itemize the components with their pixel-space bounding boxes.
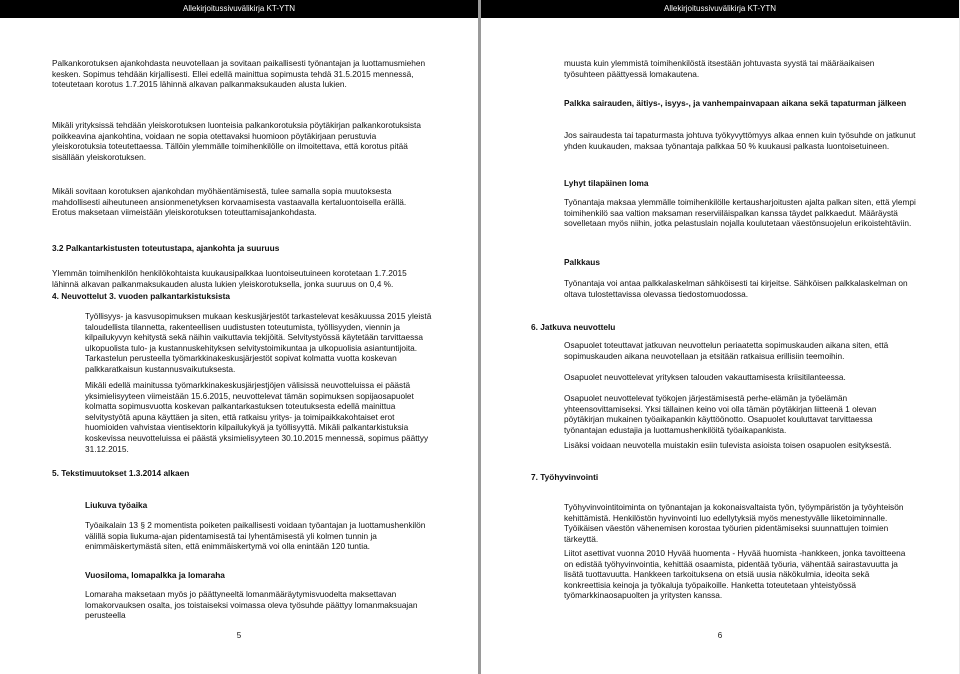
paragraph: Liitot asettivat vuonna 2010 Hyvää huomenta - Hyvää huomista -hankkeen, jonka tavoitteena on edistää työhyvinvointia, kehittää osaamista, pidentää työuria, vähentää sairastavuutta ja lisätä tuottavuutta. Hankkeen tarkoituksena on etsiä uusia näkökulmia, ideoita sekä konkreettisia keinoja ja työkaluja työpaikoille. Hanketta toteutetaan yhteistyössä työmarkkinaosapuolten ja yritysten kanssa. xyxy=(564,548,906,601)
paragraph: Työhyvinvointitoiminta on työnantajan ja kokonaisvaltaista työn, työympäristön ja työyhteisön kehittämistä. Henkilöstön hyvinvointi luo edellytyksiä myös menestyvälle liiketoiminnalle. Työikäisen väestön vähenemisen korostaa työurien pidentämiseksi suunnattujen toimien tärkeyttä. xyxy=(564,502,904,544)
subheading: Palkkaus xyxy=(564,257,600,267)
paragraph: Työaikalain 13 § 2 momentista poiketen paikallisesti voidaan työantajan ja luottamushenkilön välillä sopia liukuma-ajan pidentamisestä tai lyhentämisestä yli kolmen tunnin ja enimmäiskertymästä siten, että enimmäiskertymä voi olla enintään 120 tuntia. xyxy=(85,520,426,552)
section-heading: 5. Tekstimuutokset 1.3.2014 alkaen xyxy=(52,468,190,478)
paragraph: Palkankorotuksen ajankohdasta neuvotellaan ja sovitaan paikallisesti työnantajan ja luottamusmiehen kesken. Sopimus tehdään kirjallisesti. Ellei edellä mainittua sopimusta tehdä 31.5.2015 mennessä, toteutetaan korotus 1.7.2015 lähinnä alkavan palkanmaksukauden alusta lukien. xyxy=(52,58,426,90)
signature-banner: Allekirjoitussivuvälikirja KT-YTN xyxy=(0,0,478,18)
page-number: 5 xyxy=(236,631,242,640)
subheading: Lyhyt tilapäinen loma xyxy=(564,178,649,188)
paragraph: Mikäli sovitaan korotuksen ajankohdan myöhäentämisestä, tulee samalla sopia muutoksesta mahdollisesti aiheutuneen ansionmenetyksen korvaamisesta vastaavalla kertaluontoisella erällä. Erotus maksetaan viimeistään yleiskorotuksen toteuttamisajankohdasta. xyxy=(52,186,407,218)
page-left xyxy=(0,0,478,674)
paragraph: Osapuolet toteuttavat jatkuvan neuvottelun periaatetta sopimuskauden aikana siten, että sopimuskauden aikana neuvotellaan ja etsitään ratkaisua erillisiin teemoihin. xyxy=(564,340,889,361)
section-heading: 6. Jatkuva neuvottelu xyxy=(531,322,616,332)
page-right xyxy=(481,0,959,674)
paragraph: Mikäli edellä mainitussa työmarkkinakeskusjärjestjöjen välisissä neuvotteluissa ei päästä yksimielisyyteen viimeistään 15.6.2015, neuvottelevat tämän sopimuksen sopijaosapuolet kolmatta sopimusvuotta koskevan palkantarkastuksen toteutuksesta edellä mainittua selvitystyötä apuna käyttäen ja siten, että ratkaisu yritys- ja toimipaikkakohtaiset erot huomioiden vahvistaa vientisektorin kilpailukykyä ja työllisyyttä. Mikäli palkantarkistuksia koskevissa neuvotteluissa ei päästä yksimielisyyteen 30.10.2015 mennessä, sopimus päättyy 31.12.2015. xyxy=(85,380,429,454)
subheading: Palkka sairauden, äitiys-, isyys-, ja vanhempainvapaan aikana sekä tapaturman jälkeen xyxy=(564,98,907,108)
paragraph: Osapuolet neuvottelevat työkojen järjestämisestä perhe-elämän ja työelämän yhteensovittamiseksi. Yksi tällainen keino voi olla tämän pöytäkirjan liitteenä 1 olevan pöytäkirjan mukainen työaikapankin käyttöönotto. Osapuolet kouluttavat tarvittaessa työnantajan edustajia ja luottamushenkilöitä työaikapankista. xyxy=(564,393,877,435)
section-heading: 7. Työhyvinvointi xyxy=(531,472,599,482)
paragraph: Jos sairaudesta tai tapaturmasta johtuva työkyvyttömyys alkaa ennen kuin työsuhde on jatkunut yhden kuukauden, maksaa työnantaja palkkaa 50 % kuukausi palkasta luontoisetuineen. xyxy=(564,130,916,151)
paragraph: Työnantaja maksaa ylemmälle toimihenkilölle kertausharjoitusten ajalta palkan siten, että ylempi toimihenkilö saa valtion maksaman reserviiläispalkan kanssa täydet palkkaedut. Määräystä sovelletaan myös niihin, jotka pelastuslain nojalla koulutetaan väestönsuojelun erikoistehtäviin. xyxy=(564,197,916,229)
paragraph: Mikäli yrityksissä tehdään yleiskorotuksen luonteisia palkankorotuksia pöytäkirjan palkankorotuksista poikkeavina ajankohtina, voidaan ne sopia otettavaksi huomioon pöytäkirjaan perustuvia yleiskorotuksia toteutettaessa. Tällöin ylemmälle toimihenkilölle on ilmoitettava, että korotus pitää sisällään yleiskorotuksen. xyxy=(52,120,421,162)
paragraph: Osapuolet neuvottelevat yrityksen talouden vakauttamisesta kriisitilanteessa. xyxy=(564,372,846,382)
paragraph: Ylemmän toimihenkilön henkilökohtaista kuukausipalkkaa luontoiseutuineen korotetaan 1.7.2015 lähinnä alkavan palkanmaksukauden alusta lukien yleiskorotuksella, jonka suuruus on 0,4 %. xyxy=(52,268,407,289)
paragraph: muusta kuin ylemmistä toimihenkilöstä itsestään johtuvasta syystä tai määräaikaisen työsuhteen päättyessä lomakautena. xyxy=(564,58,875,79)
subheading: Vuosiloma, lomapalkka ja lomaraha xyxy=(85,570,225,580)
paragraph: Lisäksi voidaan neuvotella muistakin esiin tulevista asioista toisen osapuolen esityksestä. xyxy=(564,440,892,450)
page-number: 6 xyxy=(717,631,723,640)
paragraph: Lomaraha maksetaan myös jo päättyneeltä lomanmääräytymisvuodelta maksettavan lomakorvauksen osalta, jos toistaiseksi voimassa oleva työsuhde päättyy lomanmaksuajan perusteella xyxy=(85,589,418,621)
paragraph: Työllisyys- ja kasvusopimuksen mukaan keskusjärjestöt tarkastelevat kesäkuussa 2015 yleistä taloudellista tilannetta, rakenteellisen uudistusten toteutumista, työllisyyden, viennin ja kilpailukyvyn kehitystä sekä näihin vaikuttavia tekijöitä. Selvitystyössä käytetään tarvittaessa ulkopuolista tulo- ja kustannuskehityksen selvitystoimikuntaa ja ulkopuolisia asiantuntijoita. Tarkastelun perusteella työmarkkinakeskusjärjestöt sopivat kolmatta vuotta koskevan palkkaratkaisun kustannusvaikutuksesta. xyxy=(85,311,432,374)
section-heading: 4. Neuvottelut 3. vuoden palkantarkistuksista xyxy=(52,291,230,301)
subheading: Liukuva työaika xyxy=(85,500,148,510)
paragraph: Työnantaja voi antaa palkkalaskelman sähköisesti tai kirjeitse. Sähköisen palkkalaskelman on oltava tulostettavissa olevassa tiedostomuodossa. xyxy=(564,278,908,299)
section-heading: 3.2 Palkantarkistusten toteutustapa, ajankohta ja suuruus xyxy=(52,243,280,253)
signature-banner: Allekirjoitussivuvälikirja KT-YTN xyxy=(481,0,959,18)
